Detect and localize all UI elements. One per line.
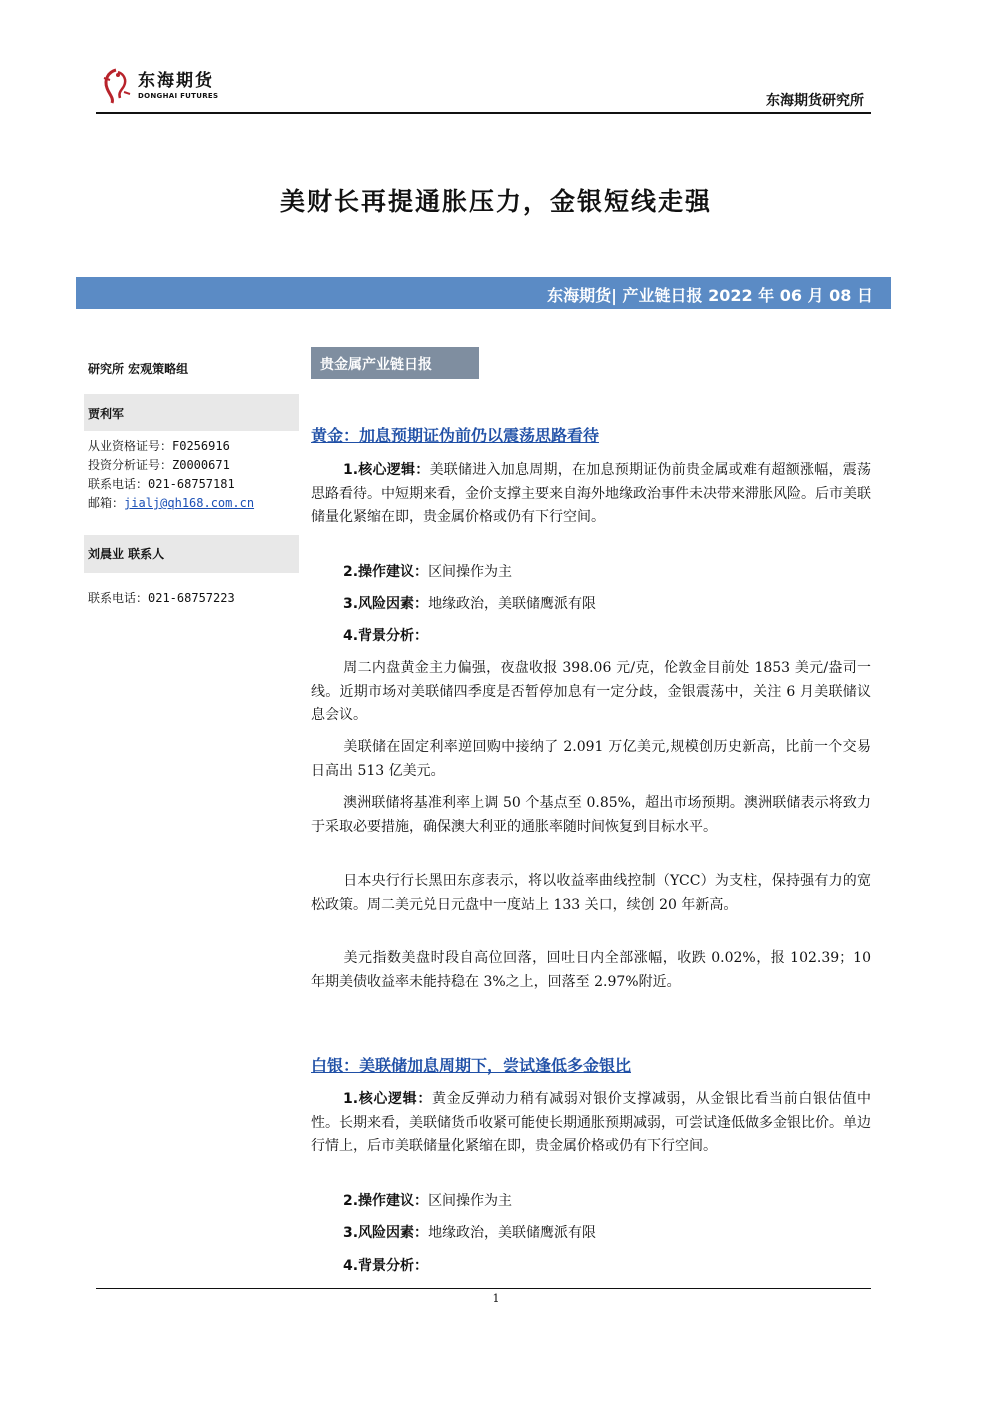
section-tag-label: 贵金属产业链日报 <box>320 357 432 373</box>
gold-bg-paragraph <box>311 792 871 839</box>
gold-risk-text: 地缘政治，美联储鹰派有限 <box>428 596 597 612</box>
analyst2-details <box>88 589 298 608</box>
silver-bg-label: 4.背景分析： <box>343 1258 429 1274</box>
gold-advice-text: 区间操作为主 <box>428 564 513 580</box>
gold-background <box>311 625 871 649</box>
gold-bg-text: 美元指数美盘时段自高位回落，回吐日内全部涨幅，收跌 0.02%，报 102.39；10 年期美债收益率未能持稳在 3%之上，回落至 2.97%附近。 <box>311 950 871 990</box>
silver-advice-text: 区间操作为主 <box>428 1193 513 1209</box>
gold-core-logic <box>311 459 871 530</box>
footer-divider <box>96 1288 871 1289</box>
email-label: 邮箱： <box>88 496 125 510</box>
silver-advice <box>311 1190 871 1214</box>
gold-advice-label: 2.操作建议： <box>343 564 429 580</box>
silver-risk <box>311 1222 871 1246</box>
company-logo <box>98 66 238 106</box>
silver-background <box>311 1255 871 1279</box>
analyst2-phone: 联系电话：021-68757223 <box>88 591 235 605</box>
analyst2-name: 刘晨业 联系人 <box>88 547 165 561</box>
silver-logic-label: 1.核心逻辑： <box>343 1091 432 1107</box>
gold-bg-paragraph <box>311 657 871 728</box>
gold-risk-label: 3.风险因素： <box>343 596 429 612</box>
gold-advice <box>311 561 871 585</box>
analyst1-qual: 从业资格证号：F0256916 <box>88 439 230 453</box>
logo-chinese-name: 东海期货 <box>138 70 214 91</box>
report-banner <box>76 277 891 309</box>
gold-bg-text: 澳洲联储将基准利率上调 50 个基点至 0.85%，超出市场预期。澳洲联储表示将致力于采取必要措施，确保澳大利亚的通胀率随时间恢复到目标水平。 <box>311 795 871 835</box>
team-name: 研究所 宏观策略组 <box>88 362 189 376</box>
report-title: 美财长再提通胀压力，金银短线走强 <box>279 187 712 216</box>
analyst1-details <box>88 437 298 513</box>
analyst1-phone: 联系电话：021-68757181 <box>88 477 235 491</box>
analyst1-card <box>88 405 298 424</box>
banner-text: 东海期货| 产业链日报 2022 年 06 月 08 日 <box>547 286 873 305</box>
gold-bg-text: 日本央行行长黑田东彦表示，将以收益率曲线控制（YCC）为支柱，保持强有力的宽松政策。周二美元兑日元盘中一度站上 133 关口，续创 20 年新高。 <box>311 873 871 913</box>
sidebar-team <box>88 360 298 379</box>
dragon-logo-icon <box>98 66 134 106</box>
analyst1-email-row <box>88 494 298 513</box>
analyst1-name: 贾利军 <box>88 407 125 421</box>
gold-logic-label: 1.核心逻辑： <box>343 462 430 478</box>
page-number: 1 <box>492 1292 500 1305</box>
silver-risk-label: 3.风险因素： <box>343 1225 429 1241</box>
header-divider <box>96 112 871 114</box>
gold-bg-paragraph <box>311 947 871 994</box>
silver-logic-text: 黄金反弹动力稍有减弱对银价支撑减弱，从金银比看当前白银估值中性。长期来看，美联储货币收紧可能使长期通胀预期减弱，可尝试逢低做多金银比价。单边行情上，后市美联储量化紧缩在即，贵金属价格或仍有下行空间。 <box>311 1091 872 1154</box>
section-tag <box>311 347 479 379</box>
silver-risk-text: 地缘政治，美联储鹰派有限 <box>428 1225 597 1241</box>
gold-bg-text: 周二内盘黄金主力偏强，夜盘收报 398.06 元/克，伦敦金目前处 1853 美元/盎司一线。近期市场对美联储四季度是否暂停加息有一定分歧，金银震荡中，关注 6 月美联储议息会议。 <box>311 660 871 723</box>
analyst1-invest: 投资分析证号：Z0000671 <box>88 458 230 472</box>
gold-heading: 黄金：加息预期证伪前仍以震荡思路看待 <box>311 426 600 445</box>
gold-logic-text: 美联储进入加息周期，在加息预期证伪前贵金属或难有超额涨幅，震荡思路看待。中短期来看，金价支撑主要来自海外地缘政治事件未决带来滞胀风险。后市美联储量化紧缩在即，贵金属价格或仍有下行空间。 <box>311 462 872 525</box>
silver-core-logic <box>311 1088 871 1159</box>
silver-advice-label: 2.操作建议： <box>343 1193 429 1209</box>
gold-bg-label: 4.背景分析： <box>343 628 429 644</box>
gold-bg-paragraph <box>311 736 871 783</box>
gold-bg-text: 美联储在固定利率逆回购中接纳了 2.091 万亿美元,规模创历史新高，比前一个交易日高出 513 亿美元。 <box>311 739 871 779</box>
logo-english-name: DONGHAI FUTURES <box>138 91 219 100</box>
analyst2-card <box>88 545 298 564</box>
header-institute-name: 东海期货研究所 <box>766 93 864 109</box>
analyst1-email-link[interactable]: jialj@qh168.com.cn <box>124 496 255 510</box>
gold-bg-paragraph <box>311 870 871 917</box>
silver-heading: 白银：美联储加息周期下，尝试逢低多金银比 <box>311 1056 632 1075</box>
gold-risk <box>311 593 871 617</box>
